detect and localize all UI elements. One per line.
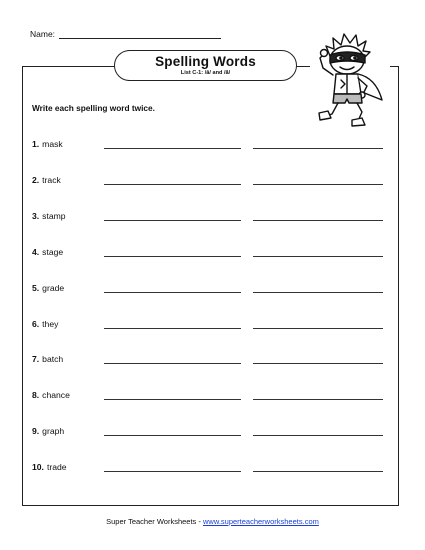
word-number: 6. (32, 319, 40, 329)
word-row (32, 283, 392, 297)
spelling-word: track (42, 175, 61, 185)
word-number: 1. (32, 139, 40, 149)
writing-line-1[interactable] (104, 399, 241, 400)
title-banner (114, 50, 297, 81)
footer-credit: Super Teacher Worksheets - (106, 517, 203, 526)
writing-line-1[interactable] (104, 471, 241, 472)
word-number: 10. (32, 462, 44, 472)
word-row (32, 139, 392, 153)
word-number: 3. (32, 211, 40, 221)
footer-link[interactable]: www.superteacherworksheets.com (202, 517, 319, 526)
writing-line-1[interactable] (104, 435, 241, 436)
name-field[interactable] (30, 29, 221, 39)
list-subtitle: List C-1: /ā/ and /ă/ (180, 70, 231, 76)
word-row (32, 390, 392, 404)
name-line[interactable] (59, 29, 221, 39)
spelling-word: grade (42, 283, 65, 293)
writing-line-1[interactable] (104, 328, 241, 329)
superhero-kid-mascot-icon (310, 28, 390, 132)
word-row (32, 247, 392, 261)
word-row (32, 175, 392, 189)
word-number: 5. (32, 283, 40, 293)
word-row (32, 426, 392, 440)
writing-line-2[interactable] (253, 292, 383, 293)
writing-line-1[interactable] (104, 148, 241, 149)
writing-line-2[interactable] (253, 435, 383, 436)
spelling-word: stamp (42, 211, 66, 221)
spelling-word: mask (42, 139, 63, 149)
writing-line-2[interactable] (253, 399, 383, 400)
writing-line-1[interactable] (104, 292, 241, 293)
page-title: Spelling Words (155, 54, 256, 69)
spelling-word: batch (42, 354, 64, 364)
writing-line-1[interactable] (104, 363, 241, 364)
word-number: 8. (32, 390, 40, 400)
writing-line-2[interactable] (253, 471, 383, 472)
spelling-word: trade (46, 462, 67, 472)
instructions: Write each spelling word twice. (32, 103, 155, 113)
writing-line-2[interactable] (253, 184, 383, 185)
writing-line-2[interactable] (253, 328, 383, 329)
name-label: Name: (30, 29, 56, 39)
writing-line-2[interactable] (253, 220, 383, 221)
writing-line-2[interactable] (253, 256, 383, 257)
writing-line-1[interactable] (104, 256, 241, 257)
word-number: 9. (32, 426, 40, 436)
word-number: 4. (32, 247, 40, 257)
word-row (32, 211, 392, 225)
word-number: 2. (32, 175, 40, 185)
word-number: 7. (32, 354, 40, 364)
word-row (32, 462, 392, 476)
writing-line-1[interactable] (104, 184, 241, 185)
spelling-word: they (42, 319, 59, 329)
writing-line-1[interactable] (104, 220, 241, 221)
writing-line-2[interactable] (253, 148, 383, 149)
word-row (32, 319, 392, 333)
spelling-word: graph (42, 426, 65, 436)
writing-line-2[interactable] (253, 363, 383, 364)
spelling-word: chance (42, 390, 70, 400)
spelling-word: stage (42, 247, 64, 257)
footer (0, 517, 425, 526)
word-row (32, 354, 392, 368)
